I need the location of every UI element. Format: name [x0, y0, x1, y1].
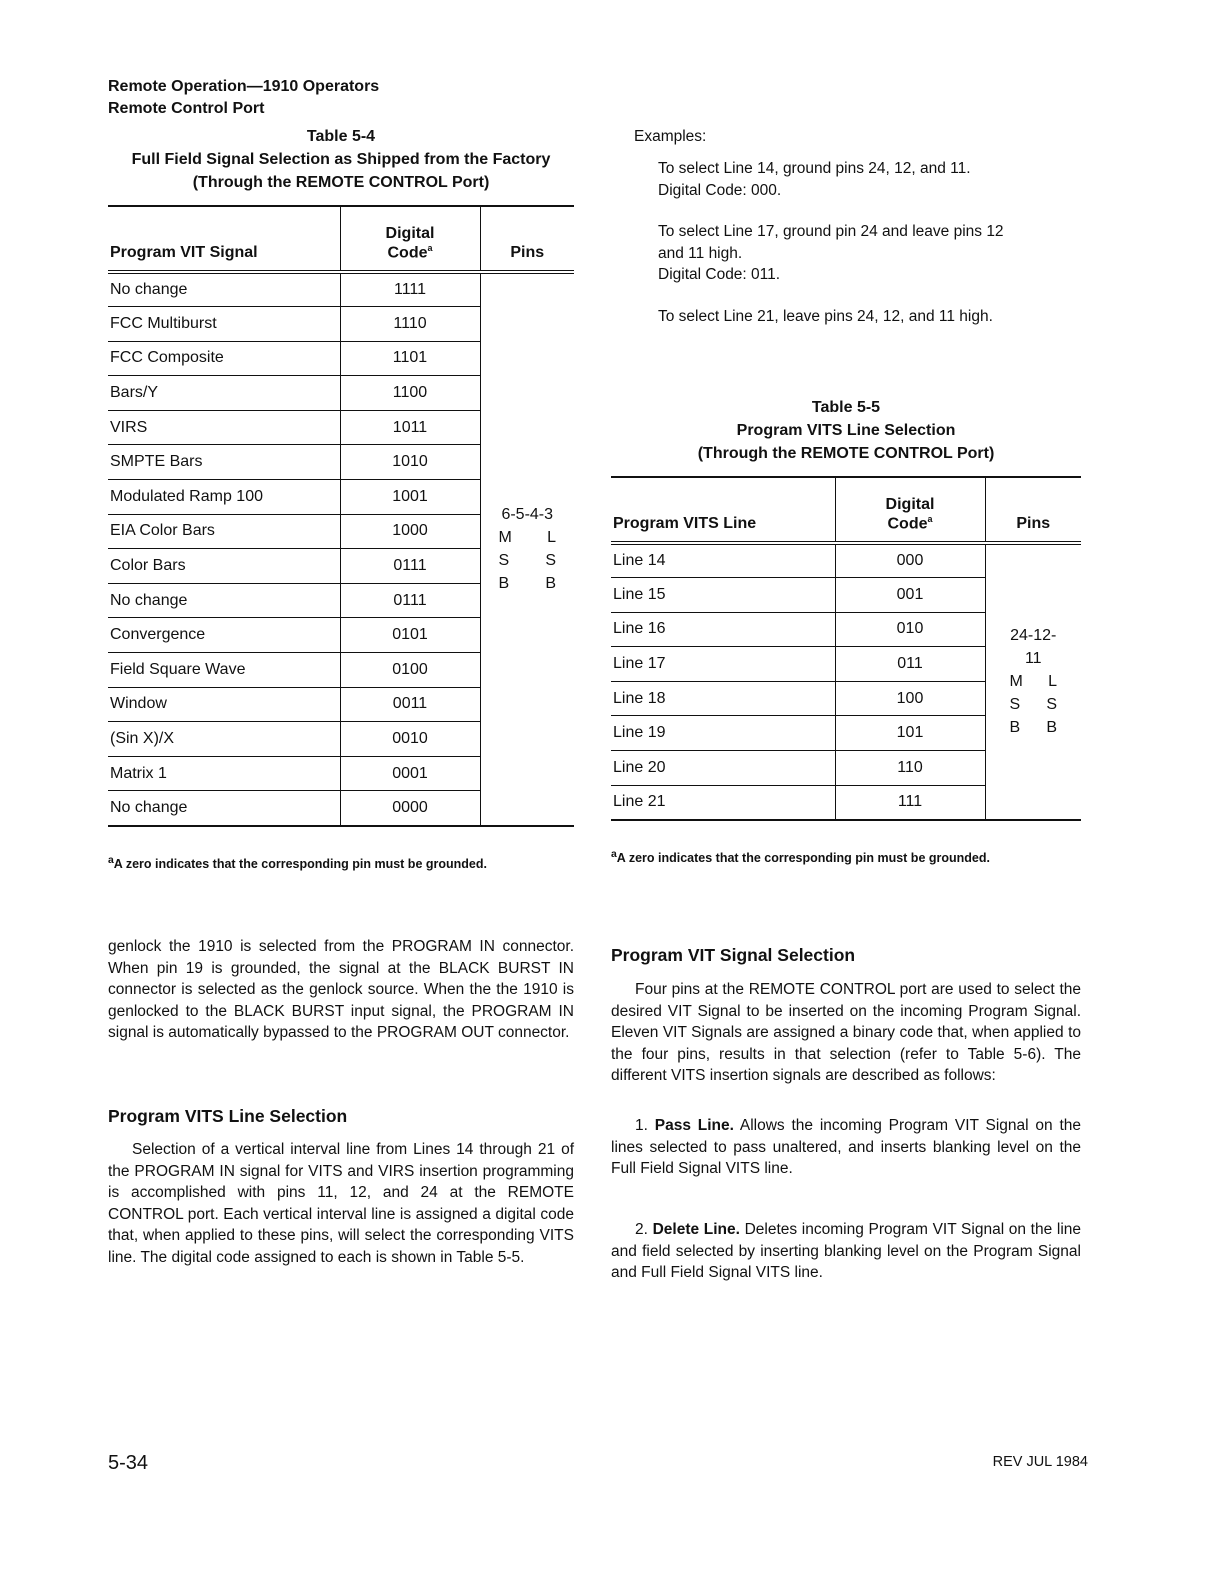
table-cell-name: Modulated Ramp 100: [108, 480, 340, 515]
example-2: To select Line 17, ground pin 24 and leave pins 12 and 11 high. Digital Code: 011.: [658, 223, 1004, 283]
table-cell-code: 0010: [340, 722, 480, 757]
table-cell-code: 110: [835, 751, 985, 786]
header-section: Remote Operation—1910 Operators: [108, 78, 380, 95]
table-cell-name: Line 19: [611, 716, 835, 751]
table-5-4-footnote: $^a$A zero indicates that the corresponding pin must be grounded.: [108, 855, 487, 872]
pass-line-item: 1. Pass Line. Allows the incoming Program VIT Signal on the lines selected to pass unaltered, and inserts blanking level on the Full Field Signal VITS line.: [611, 1117, 1081, 1177]
table-row: [108, 272, 574, 307]
table-5-4-title: Full Field Signal Selection as Shipped from the Factory: [131, 151, 551, 168]
page-number: 5-34: [108, 1452, 149, 1474]
table-5-5-header-line: Program VITS Line: [611, 477, 835, 543]
table-cell-code: 0111: [340, 583, 480, 618]
table-cell-code: 0101: [340, 618, 480, 653]
table-cell-name: Convergence: [108, 618, 340, 653]
table-5-5-subtitle: (Through the REMOTE CONTROL Port): [697, 445, 995, 462]
table-cell-name: (Sin X)/X: [108, 722, 340, 757]
revision-date: REV JUL 1984: [992, 1454, 1088, 1470]
table-cell-name: Matrix 1: [108, 756, 340, 791]
table-cell-name: Color Bars: [108, 549, 340, 584]
examples-heading: Examples:: [634, 128, 707, 145]
table-5-5-header-pins: Pins: [985, 477, 1081, 543]
table-cell-name: FCC Multiburst: [108, 307, 340, 342]
table-5-5-header-code: Digital Code$^a$: [835, 477, 985, 543]
vits-line-selection-heading: Program VITS Line Selection: [108, 1106, 348, 1126]
msb-lsb-row: B B: [1009, 719, 1057, 737]
table-cell-name: No change: [108, 791, 340, 826]
table-cell-code: 1001: [340, 480, 480, 515]
table-5-4-header-code: Digital Code$^a$: [340, 206, 480, 272]
table-cell-code: 0001: [340, 756, 480, 791]
table-cell-code: 010: [835, 612, 985, 647]
table-cell-code: 001: [835, 578, 985, 613]
table-cell-code: 1000: [340, 514, 480, 549]
vit-signal-selection-paragraph: Four pins at the REMOTE CONTROL port are used to select the desired VIT Signal to be inserted on the incoming Program Signal. Eleven VIT Signals are assigned a binary code that, when applied to the four pins, results in that selection (refer to Table 5-6). The different VITS insertion signals are described as follows:: [611, 981, 1081, 1084]
table-cell-name: No change: [108, 272, 340, 307]
pins-order: 6-5-4-3: [501, 506, 554, 524]
table-5-5-caption: [611, 396, 1081, 465]
table-cell-code: 000: [835, 543, 985, 578]
table-cell-name: EIA Color Bars: [108, 514, 340, 549]
table-cell-code: 100: [835, 681, 985, 716]
table-cell-name: Window: [108, 687, 340, 722]
table-5-4-subtitle: (Through the REMOTE CONTROL Port): [192, 174, 490, 191]
table-cell-name: Line 16: [611, 612, 835, 647]
pins-order: 24-12-11: [1010, 627, 1057, 668]
table-5-4-header-signal: Program VIT Signal: [108, 206, 340, 272]
table-cell-code: 101: [835, 716, 985, 751]
genlock-paragraph: genlock the 1910 is selected from the PROGRAM IN connector. When pin 19 is grounded, the signal at the BLACK BURST IN connector is selected as the genlock source. When the the 1910 is genlocked to the BLACK BURST input signal, the PROGRAM IN signal is automatically bypassed to the PROGRAM OUT connector.: [108, 938, 574, 1041]
table-cell-code: 0011: [340, 687, 480, 722]
table-cell-name: Line 14: [611, 543, 835, 578]
table-cell-name: FCC Composite: [108, 341, 340, 376]
table-5-5-title: Program VITS Line Selection: [736, 422, 956, 439]
table-5-4-header-pins: Pins: [480, 206, 574, 272]
table-cell-name: Bars/Y: [108, 376, 340, 411]
example-1: To select Line 14, ground pins 24, 12, and 11. Digital Code: 000.: [658, 160, 971, 199]
table-cell-code: 1101: [340, 341, 480, 376]
table-cell-name: Line 15: [611, 578, 835, 613]
table-cell-code: 0000: [340, 791, 480, 826]
pins-cell: [985, 543, 1081, 820]
msb-lsb-row: M L: [1009, 673, 1057, 691]
pins-cell: [480, 272, 574, 826]
table-cell-name: Line 17: [611, 647, 835, 682]
msb-lsb-row: B B: [498, 575, 556, 593]
table-cell-name: Field Square Wave: [108, 653, 340, 688]
table-cell-name: Line 20: [611, 751, 835, 786]
table-cell-name: SMPTE Bars: [108, 445, 340, 480]
table-cell-code: 1010: [340, 445, 480, 480]
page-header: [108, 76, 379, 120]
table-5-5: [611, 476, 1081, 821]
table-cell-name: Line 21: [611, 785, 835, 820]
msb-lsb-row: S S: [498, 552, 556, 570]
table-cell-code: 1100: [340, 376, 480, 411]
table-cell-name: No change: [108, 583, 340, 618]
example-3: To select Line 21, leave pins 24, 12, and 11 high.: [658, 308, 993, 325]
vits-line-selection-paragraph: Selection of a vertical interval line from Lines 14 through 21 of the PROGRAM IN signal for VITS and VIRS insertion programming is accomplished with pins 11, 12, and 24 at the REMOTE CONTROL port. Each vertical interval line is assigned a digital code that, when applied to these pins, will select the corresponding VITS line. The digital code assigned to each is shown in Table 5-5.: [108, 1141, 574, 1266]
table-cell-code: 0100: [340, 653, 480, 688]
table-cell-code: 1110: [340, 307, 480, 342]
table-cell-name: VIRS: [108, 410, 340, 445]
table-5-4-number: Table 5-4: [306, 128, 376, 145]
table-5-4: [108, 205, 574, 827]
table-cell-code: 011: [835, 647, 985, 682]
vit-signal-selection-heading: Program VIT Signal Selection: [611, 945, 856, 965]
table-cell-code: 0111: [340, 549, 480, 584]
table-cell-code: 1011: [340, 410, 480, 445]
table-5-4-caption: [108, 125, 574, 194]
table-cell-code: 111: [835, 785, 985, 820]
table-cell-code: 1111: [340, 272, 480, 307]
msb-lsb-row: S S: [1009, 696, 1057, 714]
msb-lsb-row: M L: [498, 529, 556, 547]
table-5-5-footnote: $^a$A zero indicates that the corresponding pin must be grounded.: [611, 849, 990, 866]
table-cell-name: Line 18: [611, 681, 835, 716]
table-5-5-number: Table 5-5: [811, 399, 881, 416]
header-subsection: Remote Control Port: [108, 100, 265, 117]
table-row: [611, 543, 1081, 578]
delete-line-item: 2. Delete Line. Deletes incoming Program VIT Signal on the line and field selected by inserting blanking level on the Program Signal and Full Field Signal VITS line.: [611, 1221, 1081, 1281]
